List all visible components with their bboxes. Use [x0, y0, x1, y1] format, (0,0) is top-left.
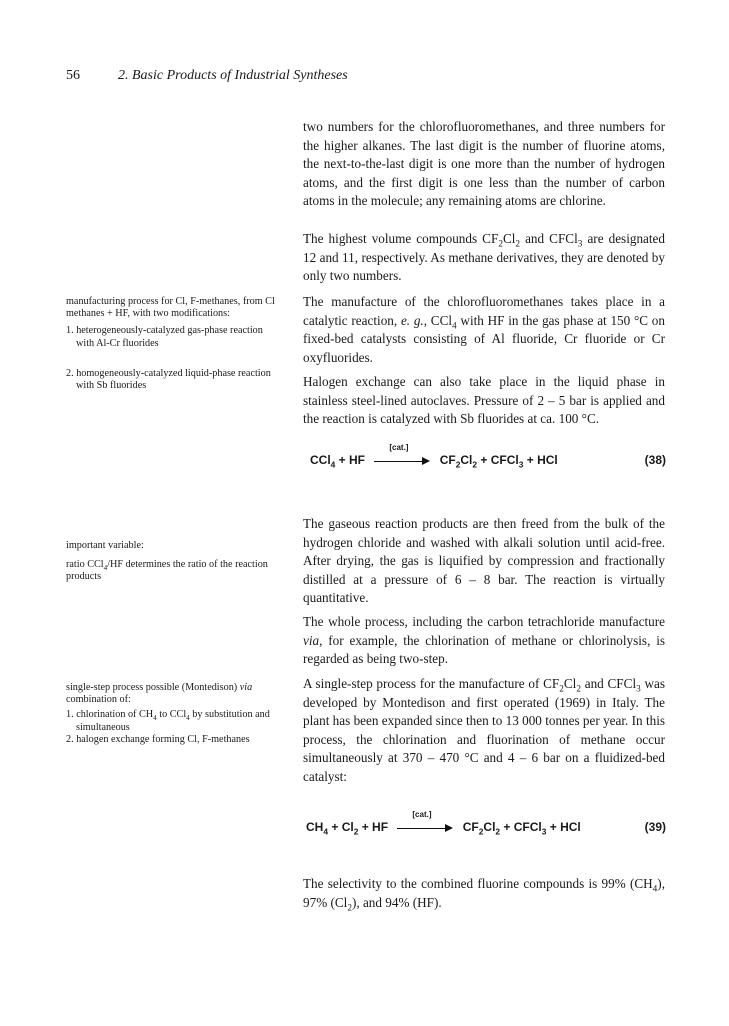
reaction-arrow: [cat.] — [374, 455, 430, 467]
reaction-arrow: [cat.] — [397, 822, 453, 834]
paragraph-two-step: The whole process, including the carbon tetrachloride manufacture via, for example, the chlorination of methane or chlorinolysis, is regarded as being two-step. — [303, 614, 665, 666]
paragraph-gas-phase: The manufacture of the chlorofluoromethanes takes place in a catalytic reaction, e. g., CCl$_4$ with HF in the gas phase at 150 °C on fixed-bed catalysts consisting of Al fluoride, Cr fluoride or Cr oxyfluorides. — [303, 294, 665, 365]
page-header — [66, 68, 348, 84]
margin-note-item: 1. chlorination of $CH_4$ to CCl$_4$ by substitution and simultaneous — [66, 709, 270, 733]
margin-note-title: single-step process possible (Montedison) via combination of: — [66, 682, 253, 706]
margin-note-variable — [66, 540, 276, 584]
margin-note-title: manufacturing process for Cl, F-methanes, from Cl methanes + HF, with two modifications: — [66, 296, 275, 320]
paragraph-single-step: A single-step process for the manufacture of $CF_2Cl_2$ and CFCl$_3$ was developed by Montedison and first operated (1969) in Italy. The plant has been expanded since then to 13 000 tonnes per year. In this process, the chlorination and fluorination of methane occur simultaneously at 370 – 470 °C and 4 – 6 bar on a fluidized-bed catalyst: — [303, 676, 665, 784]
equation-number: (38) — [644, 453, 666, 467]
equation-39: $CH_4 + Cl_2$ + HF [cat.] $CF_2Cl_2$ + CFCl$_3$ + HCl (39) — [306, 809, 666, 837]
paragraph-liquid-phase: Halogen exchange can also take place in the liquid phase in stainless steel-lined autoclaves. Pressure of 2 – 5 bar is applied and the reaction is catalyzed with Sb fluorides at ca. 100 °C. — [303, 374, 665, 426]
margin-note-text: ratio CCl$_4$/HF determines the ratio of the reaction products — [66, 559, 268, 583]
paragraph-numbering: two numbers for the chlorofluoromethanes, and three numbers for the higher alkanes. The last digit is the number of fluorine atoms, the next-to-the-last digit is one more than the number of hydrogen atoms, and the first digit is one less than the number of carbon atoms in the molecule; any remaining atoms are chlorine. — [303, 119, 665, 208]
paragraph-highest-volume: The highest volume compounds $CF_2Cl_2$ and CFCl$_3$ are designated 12 and 11, respectively. As methane derivatives, they are denoted by only two numbers. — [303, 231, 666, 283]
chapter-title: 2. Basic Products of Industrial Syntheses — [118, 68, 348, 83]
page-number: 56 — [66, 68, 80, 83]
paragraph-purification: The gaseous reaction products are then freed from the bulk of the hydrogen chloride and washed with alkali solution until acid-free. After drying, the gas is liquified by compression and fractionally distilled at a pressure of 6 – 8 bar. The reaction is virtually quantitative. — [303, 516, 665, 605]
paragraph-selectivity: The selectivity to the combined fluorine compounds is 99% $(CH_4)$, 97% $(Cl_2)$, and 94% (HF). — [303, 876, 665, 913]
margin-note-single-step — [66, 682, 276, 746]
margin-note-item: 2. homogeneously-catalyzed liquid-phase reaction with Sb fluorides — [66, 367, 271, 392]
equation-number: (39) — [644, 820, 666, 834]
margin-note-item: 1. heterogeneously-catalyzed gas-phase reaction with Al-Cr fluorides — [66, 325, 263, 349]
margin-note-title: important variable: — [66, 540, 144, 551]
equation-38: CCl$_4$ + HF [cat.] $CF_2Cl_2$ + CFCl$_3$ + HCl (38) — [310, 442, 666, 470]
margin-note-manufacturing — [66, 296, 276, 392]
margin-note-item: 2. halogen exchange forming Cl, F-methanes — [66, 733, 250, 745]
